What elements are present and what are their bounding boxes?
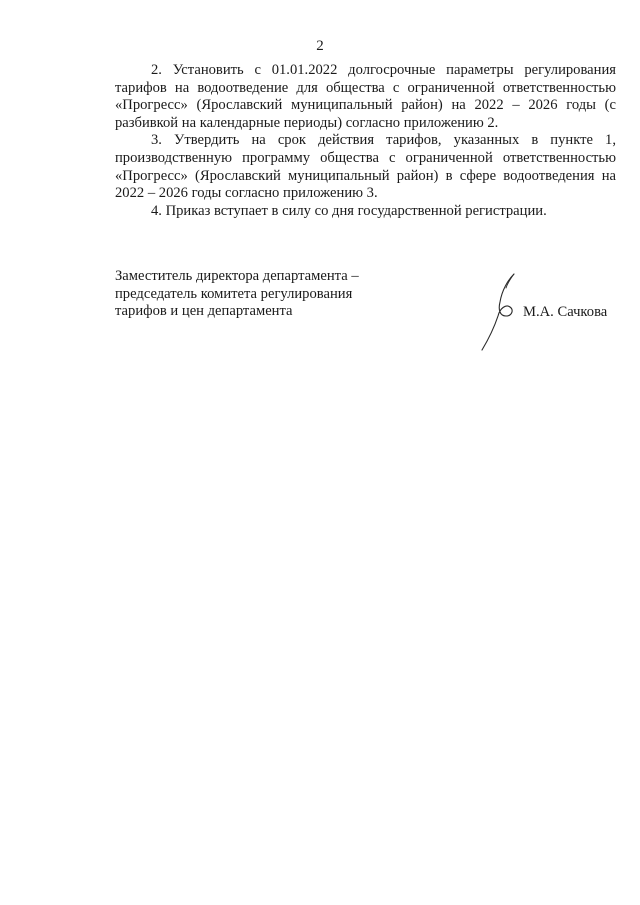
signatory-position-line: Заместитель директора департамента – [115, 268, 359, 284]
order-body-text [115, 62, 616, 220]
paragraph-2-long-term-parameters: 2. Установить с 01.01.2022 долгосрочные параметры регулирования тарифов на водоотведение для общества с ограниченной ответственностью «Прогресс» (Ярославский муниципальный район) на 2022 – 2026 годы (с разбивкой на календарные периоды) согласно приложению 2. [115, 62, 616, 131]
signatory-position-line: тарифов и цен департамента [115, 303, 293, 320]
signer-name: М.А. Сачкова [523, 304, 608, 320]
paragraph-4-entry-into-force: 4. Приказ вступает в силу со дня государственной регистрации. [151, 202, 547, 219]
signatory-position [115, 268, 415, 321]
handwritten-signature [478, 272, 524, 354]
signatory-position-line: председатель комитета регулирования [115, 285, 353, 302]
paragraph-3-production-program: 3. Утвердить на срок действия тарифов, указанных в пункте 1, производственную программу общества с ограниченной ответственностью «Прогресс» (Ярославский муниципальный район) в сфере водоотведения на 2022 – 2026 годы согласно приложению 3. [115, 132, 616, 202]
page-number: 2 [316, 38, 324, 54]
